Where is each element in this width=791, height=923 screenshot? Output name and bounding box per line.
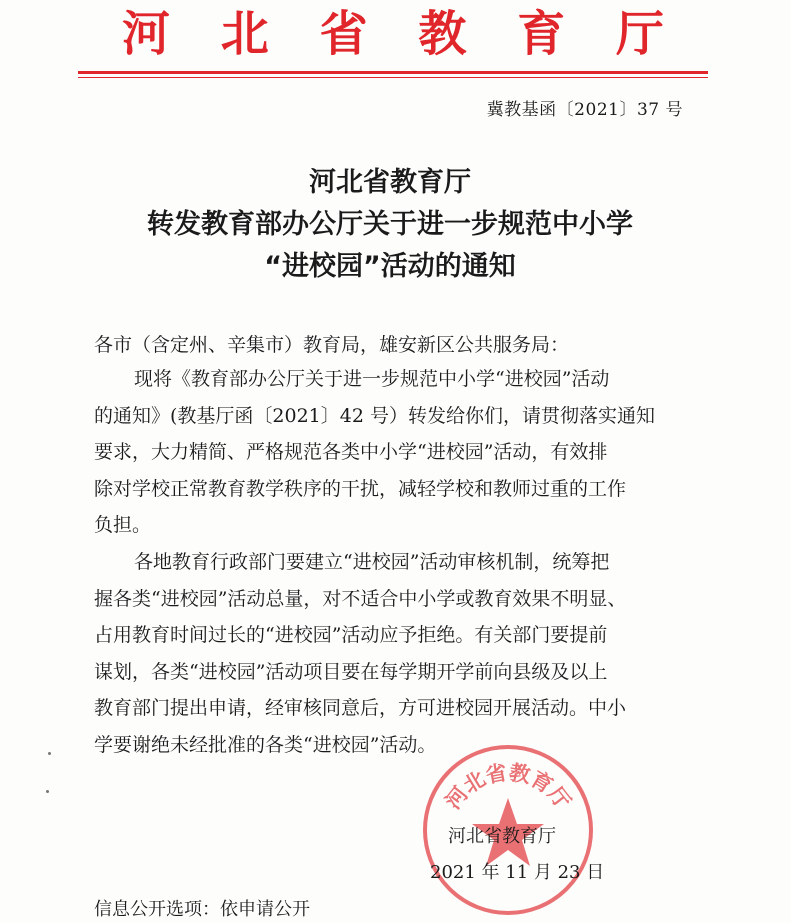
paragraph-line: 教育部门提出申请，经审核同意后，方可进校园开展活动。中小 — [94, 697, 627, 719]
paragraph-line: 各地教育行政部门要建立“进校园”活动审核机制，统筹把 — [134, 551, 610, 573]
paragraph-1 — [94, 361, 694, 544]
scan-speck — [48, 752, 51, 755]
paragraph-line: 学要谢绝未经批准的各类“进校园”活动。 — [94, 733, 437, 756]
title-line: “进校园”活动的通知 — [264, 251, 516, 282]
paragraph-line: 要求，大力精简、严格规范各类中小学“进校园”活动，有效排 — [94, 441, 608, 463]
svg-text:河北省教育厅: 河北省教育厅 — [440, 760, 576, 814]
signature-date: 2021 年 11 月 23 日 — [430, 862, 605, 883]
masthead-char: 育 — [517, 6, 566, 62]
masthead-char: 北 — [220, 6, 269, 62]
signature-organization: 河北省教育厅 — [448, 826, 556, 847]
document-number: 冀教基函〔2021〕37 号 — [486, 100, 683, 120]
paragraph-line: 除对学校正常教育教学秩序的干扰，减轻学校和教师过重的工作 — [94, 477, 627, 500]
addressee: 各市（含定州、辛集市）教育局，雄安新区公共服务局： — [94, 334, 570, 356]
title-line: 转发教育部办公厅关于进一步规范中小学 — [147, 209, 633, 240]
paragraph-2 — [94, 544, 694, 763]
masthead-char: 省 — [319, 6, 368, 62]
masthead-char: 教 — [418, 6, 467, 62]
scan-speck — [46, 790, 49, 793]
paragraph-line: 现将《教育部办公厅关于进一步规范中小学“进校园”活动 — [134, 368, 610, 390]
paragraph-line: 谋划，各类“进校园”活动项目要在每学期开学前向县级及以上 — [94, 660, 608, 683]
paragraph-line: 负担。 — [94, 514, 152, 536]
masthead-char: 河 — [122, 6, 171, 62]
masthead-title — [78, 4, 708, 64]
masthead-char: 厅 — [615, 6, 664, 62]
title-line: 河北省教育厅 — [309, 167, 471, 198]
paragraph-line: 握各类“进校园”活动总量，对不适合中小学或教育效果不明显、 — [94, 587, 627, 610]
document-title — [80, 162, 700, 288]
paragraph-line: 占用教育时间过长的“进校园”活动应予拒绝。有关部门要提前 — [94, 624, 608, 646]
masthead-rule-thick — [78, 71, 708, 74]
paragraph-line: 的通知》(教基厅函〔2021〕42 号）转发给你们，请贯彻落实通知 — [94, 404, 655, 427]
masthead-rule-thin — [78, 77, 708, 78]
disclosure-option: 信息公开选项：依申请公开 — [94, 899, 310, 920]
